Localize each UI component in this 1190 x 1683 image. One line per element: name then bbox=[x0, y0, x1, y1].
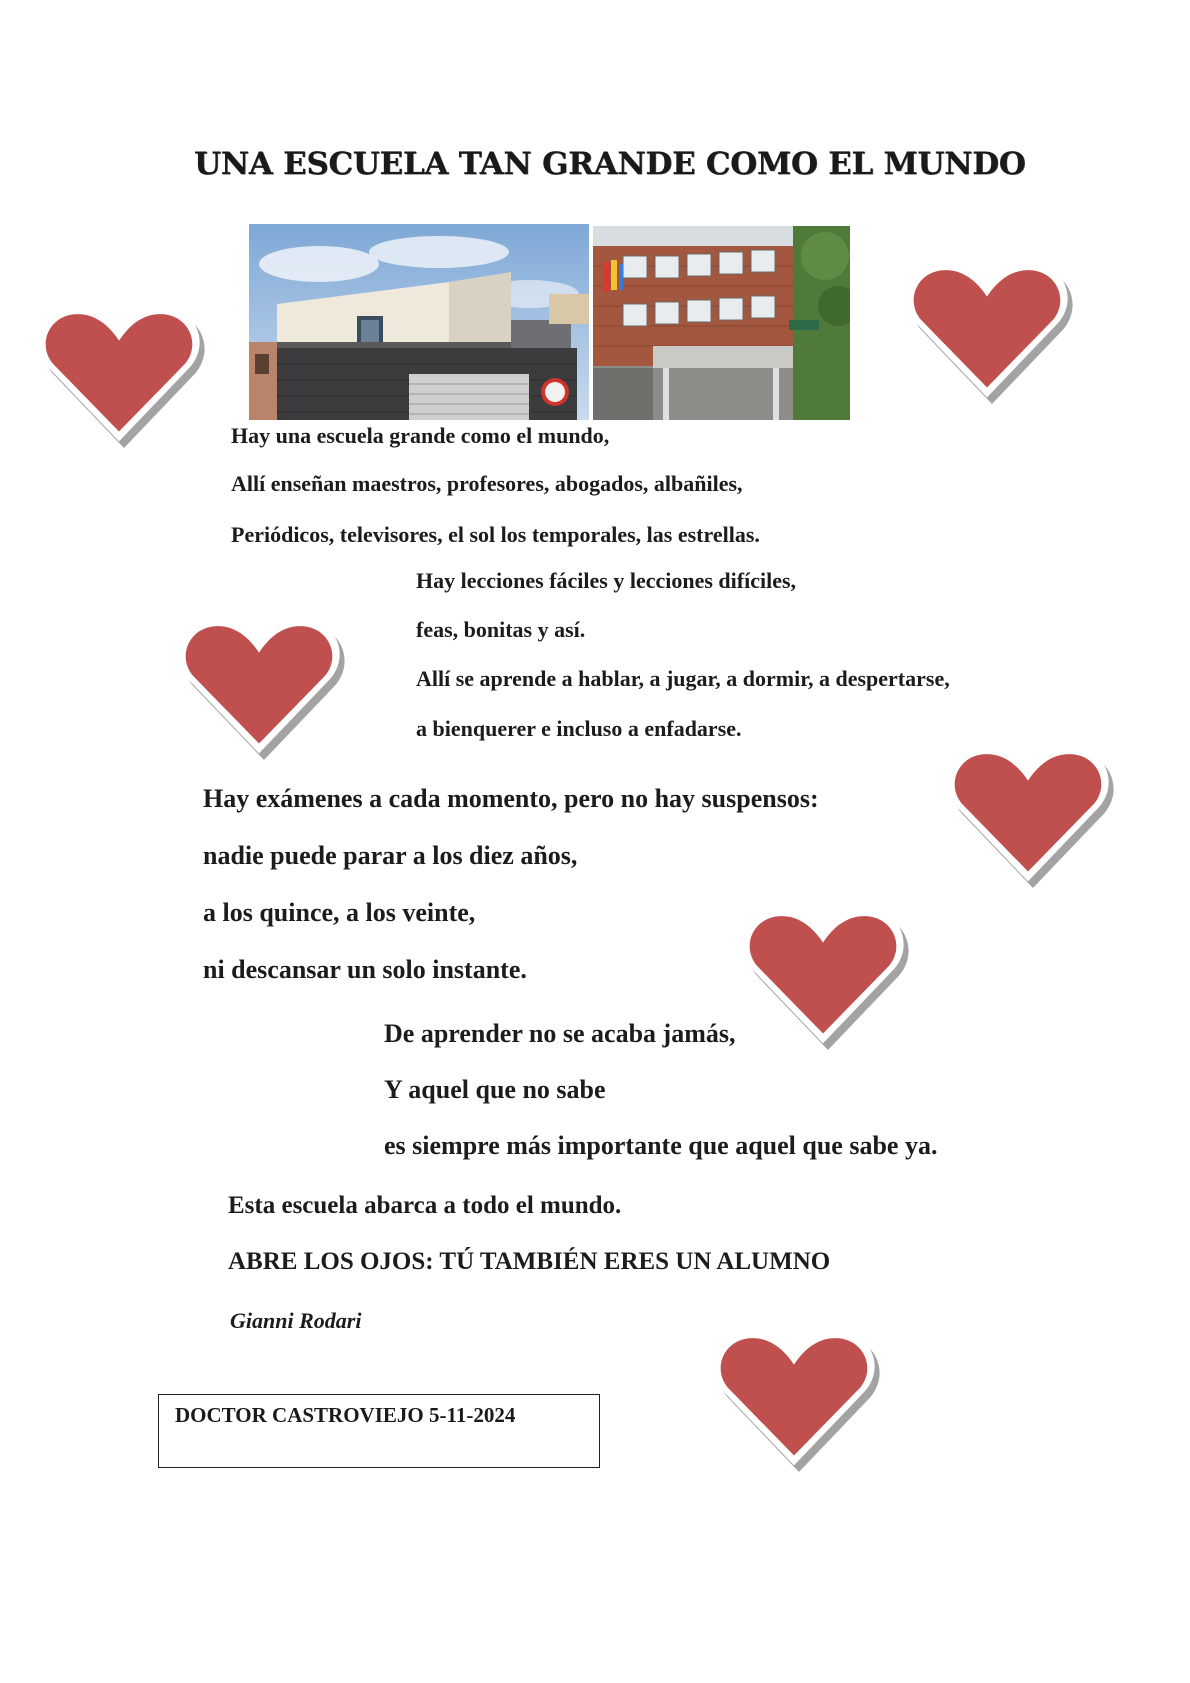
poem-line: feas, bonitas y así. bbox=[416, 617, 586, 642]
poem-line: nadie puede parar a los diez años, bbox=[203, 841, 578, 870]
poem-line: Allí enseñan maestros, profesores, abogados, albañiles, bbox=[231, 471, 743, 496]
poem-line: Hay exámenes a cada momento, pero no hay suspensos: bbox=[203, 784, 819, 813]
heart-icon bbox=[740, 898, 906, 1050]
poem-line: De aprender no se acaba jamás, bbox=[384, 1019, 736, 1048]
school-date-box bbox=[158, 1394, 600, 1468]
poem-line: Hay una escuela grande como el mundo, bbox=[231, 423, 610, 448]
poem-line: Esta escuela abarca a todo el mundo. bbox=[228, 1192, 622, 1219]
poem-line: es siempre más importante que aquel que sabe ya. bbox=[384, 1131, 938, 1160]
school-building-photo-left bbox=[249, 224, 589, 420]
heart-icon bbox=[36, 296, 202, 448]
school-building-photo-right bbox=[593, 226, 850, 420]
heart-icon bbox=[904, 252, 1070, 404]
poem-line: ni descansar un solo instante. bbox=[203, 955, 527, 984]
poem-line: ABRE LOS OJOS: TÚ TAMBIÉN ERES UN ALUMNO bbox=[228, 1248, 831, 1275]
poem-line: a bienquerer e incluso a enfadarse. bbox=[416, 716, 742, 741]
heart-icon bbox=[945, 736, 1111, 888]
heart-icon bbox=[176, 608, 342, 760]
poem-line: Y aquel que no sabe bbox=[384, 1075, 606, 1104]
poem-author: Gianni Rodari bbox=[230, 1308, 362, 1333]
page-title: UNA ESCUELA TAN GRANDE COMO EL MUNDO bbox=[194, 146, 1026, 182]
poem-line: Periódicos, televisores, el sol los temporales, las estrellas. bbox=[231, 522, 760, 547]
heart-icon bbox=[711, 1320, 877, 1472]
poem-line: Allí se aprende a hablar, a jugar, a dormir, a despertarse, bbox=[416, 666, 950, 691]
school-date-text: DOCTOR CASTROVIEJO 5-11-2024 bbox=[175, 1403, 516, 1427]
poem-line: a los quince, a los veinte, bbox=[203, 898, 476, 927]
poem-line: Hay lecciones fáciles y lecciones difíciles, bbox=[416, 568, 797, 593]
